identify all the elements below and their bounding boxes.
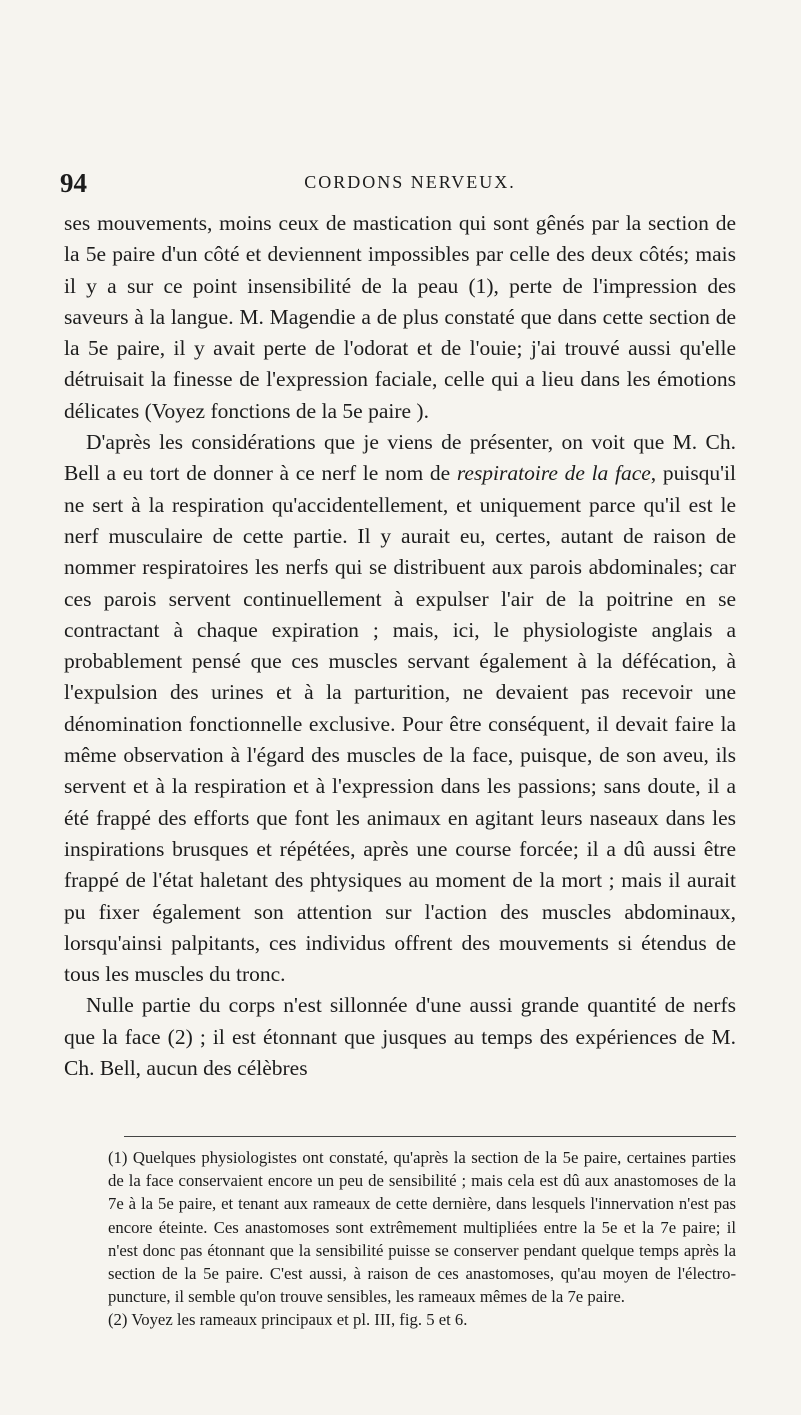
paragraph-2-italic: respiratoire de la face [456,461,651,486]
paragraph-2 [64,427,736,990]
page-number: 94 [60,168,87,198]
paragraph-2-start: D'après les considérations que je viens de présenter, on voit que M. Ch. Bell a eu tort de donner à ce nerf le nom de [64,430,736,486]
footnotes [108,1146,736,1332]
running-head: CORDONS NERVEUX. [304,172,516,192]
paragraph-2-end: , puisqu'il ne sert à la respiration qu'accidentellement, et uniquement parce qu'il est le nerf musculaire de cette partie. Il y aurait eu, certes, autant de raison de nommer respiratoires les nerfs qui se distribuent aux parois abdominales; car ces parois servent continuellement à expulser l'air de la poitrine en se contractant à chaque expiration ; mais, ici, le physiologiste anglais a probablement pensé que ces muscles servant également à la défécation, à l'expulsion des urines et à la parturition, ne devaient pas recevoir une dénomination fonctionnelle exclusive. Pour être conséquent, il devait faire la même observation à l'égard des muscles de la face, puisque, de son aveu, ils servent et à la respiration et à l'expression dans les passions; sans doute, il a été frappé des efforts que font les animaux en agitant leurs naseaux dans les inspirations brusques et répétées, après une course forcée; il a dû aussi être frappé de l'état haletant des phtysiques au moment de la mort ; mais il aurait pu fixer également son attention sur l'action des muscles abdominaux, lorsqu'ainsi palpitants, ces individus offrent des mouvements si étendus de tous les muscles du tronc. [64,461,737,987]
paragraph-3: Nulle partie du corps n'est sillonnée d'une aussi grande quantité de nerfs que la face (2) ; il est étonnant que jusques au temps des expériences de M. Ch. Bell, aucun des célèbres [64,993,736,1081]
page-header [60,168,740,202]
footnote-rule [124,1136,736,1137]
paragraph-1: ses mouvements, moins ceux de mastication qui sont gênés par la section de la 5e paire d'un côté et deviennent impossibles par celle des deux côtés; mais il y a sur ce point insensibilité de la peau (1), perte de l'impression des saveurs à la langue. M. Magendie a de plus constaté que dans cette section de la 5e paire, il y avait perte de l'odorat et de l'ouie; j'ai trouvé aussi qu'elle détruisait la finesse de l'expression faciale, celle qui a lieu dans les émotions délicates (Voyez fonctions de la 5e paire ). [64,211,736,423]
footnote-1: (1) Quelques physiologistes ont constaté, qu'après la section de la 5e paire, certaines parties de la face conservaient encore un peu de sensibilité ; mais cela est dû aux anastomoses de la 7e à la 5e paire, et tenant aux rameaux de cette dernière, dans lesquels l'innervation n'est pas encore éteinte. Ces anastomoses sont extrêmement multipliées entre la 5e et la 7e paire; il n'est donc pas étonnant que la sensibilité puisse se conserver pendant quelque temps après la section de la 5e paire. C'est aussi, à raison de ces anastomoses, qu'au moyen de l'électro-puncture, il semble qu'on trouve sensibles, les rameaux mêmes de la 7e paire. [108,1148,736,1307]
footnote-2: (2) Voyez les rameaux principaux et pl. III, fig. 5 et 6. [108,1310,468,1330]
body-text [64,208,736,1084]
